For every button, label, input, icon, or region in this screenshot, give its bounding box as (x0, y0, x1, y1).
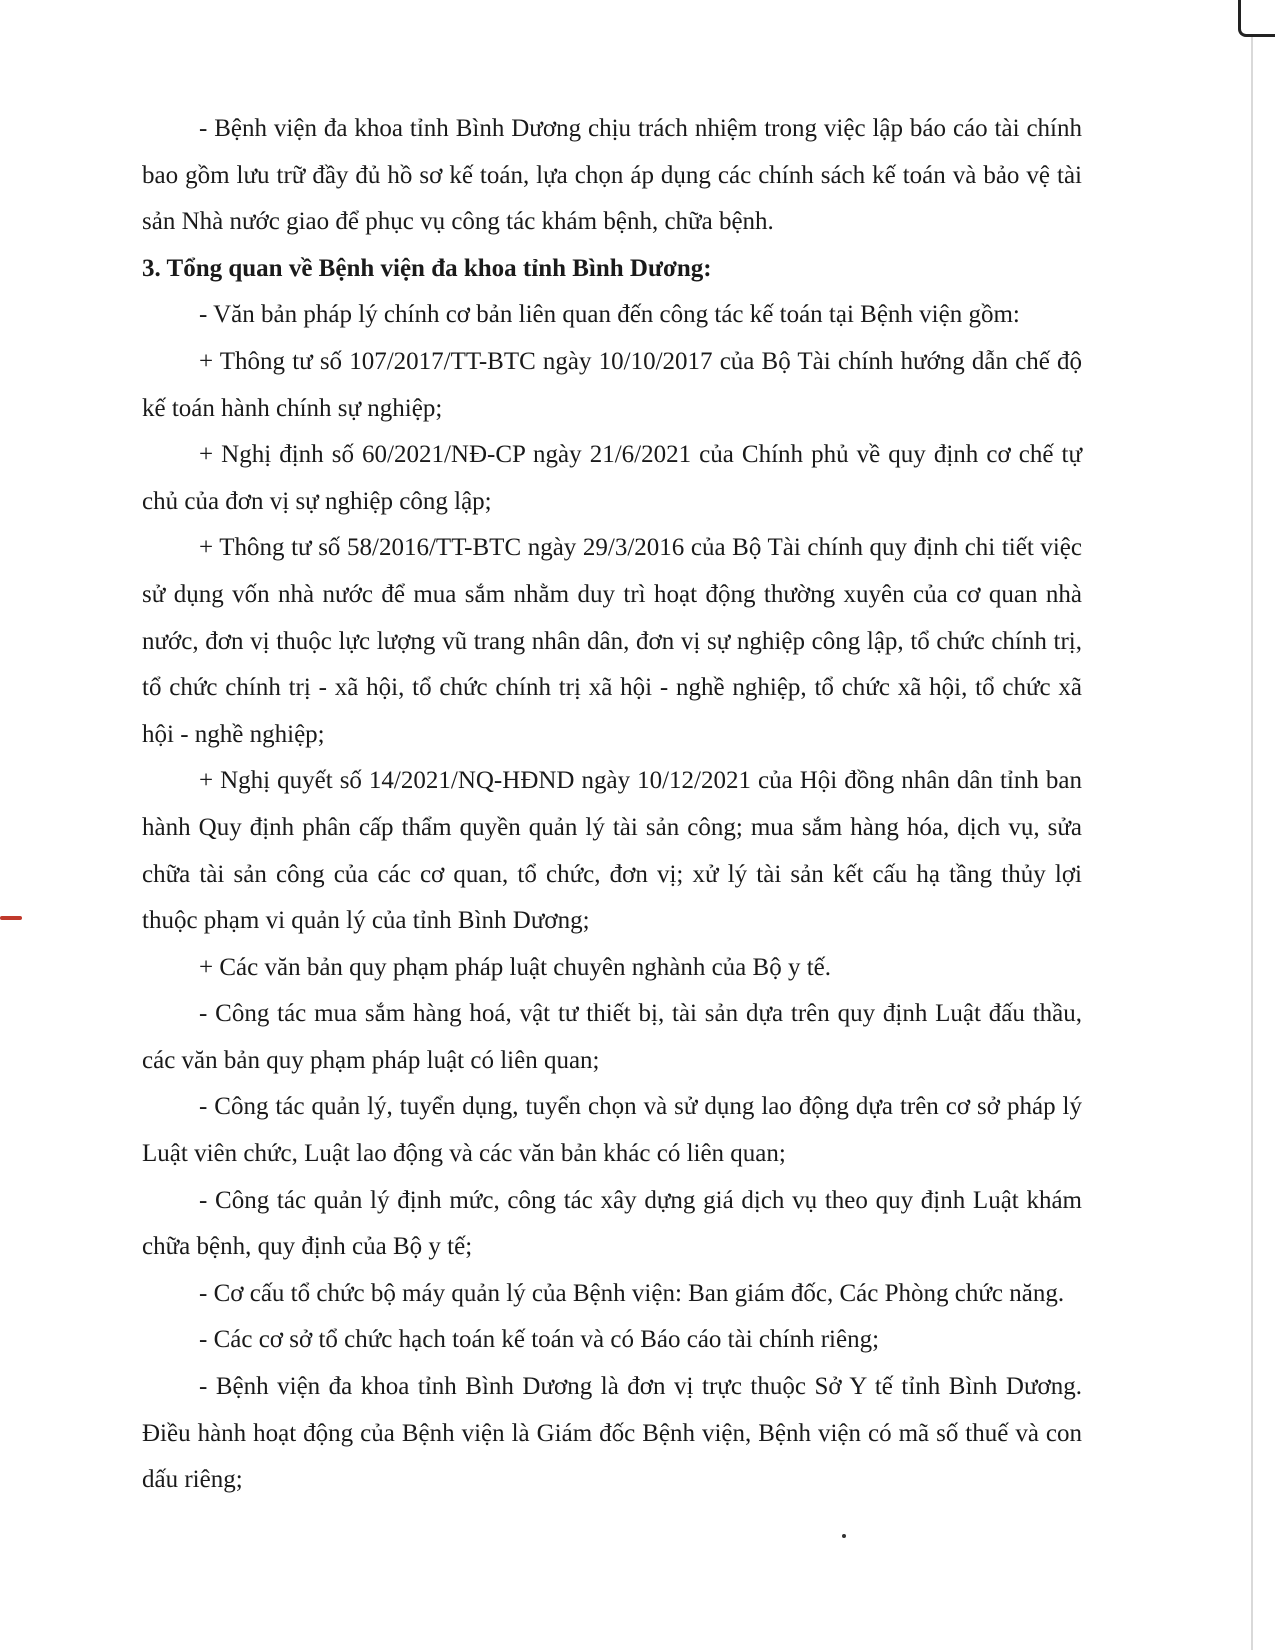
scan-corner-mark (1238, 0, 1275, 37)
paragraph-accounting-units: - Các cơ sở tổ chức hạch toán kế toán và có Báo cáo tài chính riêng; (199, 1326, 880, 1354)
paragraph-procurement: - Công tác mua sắm hàng hoá, vật tư thiết bị, tài sản dựa trên quy định Luật đấu thầu, các văn bản quy phạm pháp luật có liên quan; (142, 1000, 1082, 1074)
scan-page-edge (1251, 0, 1253, 1650)
paragraph-org-structure: - Cơ cấu tổ chức bộ máy quản lý của Bệnh viện: Ban giám đốc, Các Phòng chức năng. (199, 1279, 1065, 1307)
paragraph-circular-58: + Thông tư số 58/2016/TT-BTC ngày 29/3/2016 của Bộ Tài chính quy định chi tiết việc sử dụng vốn nhà nước để mua sắm nhằm duy trì hoạt động thường xuyên của cơ quan nhà nước, đơn vị thuộc lực lượng vũ trang nhân dân, đơn vị sự nghiệp công lập, tổ chức chính trị, tổ chức chính trị - xã hội, tổ chức chính trị xã hội - nghề nghiệp, tổ chức xã hội, tổ chức xã hội - nghề nghiệp; (142, 534, 1082, 748)
document-body (142, 106, 1082, 1504)
section-heading-overview: 3. Tổng quan về Bệnh viện đa khoa tỉnh Bình Dương: (142, 254, 712, 282)
paragraph-norms-pricing: - Công tác quản lý định mức, công tác xây dựng giá dịch vụ theo quy định Luật khám chữa bệnh, quy định của Bộ y tế; (142, 1186, 1082, 1261)
paragraph-resolution-14: + Nghị quyết số 14/2021/NQ-HĐND ngày 10/12/2021 của Hội đồng nhân dân tỉnh ban hành Quy định phân cấp thẩm quyền quản lý tài sản công; mua sắm hàng hóa, dịch vụ, sửa chữa tài sản công của các cơ quan, tổ chức, đơn vị; xử lý tài sản kết cấu hạ tầng thủy lợi thuộc phạm vi quản lý của tỉnh Bình Dương; (142, 767, 1082, 935)
paragraph-circular-107: + Thông tư số 107/2017/TT-BTC ngày 10/10/2017 của Bộ Tài chính hướng dẫn chế độ kế toán hành chính sự nghiệp; (142, 347, 1082, 422)
paragraph-legal-docs-intro: - Văn bản pháp lý chính cơ bản liên quan đến công tác kế toán tại Bệnh viện gồm: (199, 301, 1020, 329)
paragraph-recruitment: - Công tác quản lý, tuyển dụng, tuyển chọn và sử dụng lao động dựa trên cơ sở pháp lý Luật viên chức, Luật lao động và các văn bản khác có liên quan; (142, 1093, 1082, 1168)
paragraph-hospital-affiliation: - Bệnh viện đa khoa tỉnh Bình Dương là đơn vị trực thuộc Sở Y tế tỉnh Bình Dương. Điều hành hoạt động của Bệnh viện là Giám đốc Bệnh viện, Bệnh viện có mã số thuế và con dấu riêng; (142, 1373, 1082, 1494)
scan-margin-mark (0, 916, 22, 920)
paragraph-decree-60: + Nghị định số 60/2021/NĐ-CP ngày 21/6/2021 của Chính phủ về quy định cơ chế tự chủ của đơn vị sự nghiệp công lập; (142, 441, 1082, 515)
paragraph-health-ministry-docs: + Các văn bản quy phạm pháp luật chuyên nghành của Bộ y tế. (199, 953, 831, 981)
paragraph-responsibility: - Bệnh viện đa khoa tỉnh Bình Dương chịu trách nhiệm trong việc lập báo cáo tài chính bao gồm lưu trữ đầy đủ hồ sơ kế toán, lựa chọn áp dụng các chính sách kế toán và bảo vệ tài sản Nhà nước giao để phục vụ công tác khám bệnh, chữa bệnh. (142, 115, 1082, 236)
scan-dot-mark (842, 1534, 846, 1538)
